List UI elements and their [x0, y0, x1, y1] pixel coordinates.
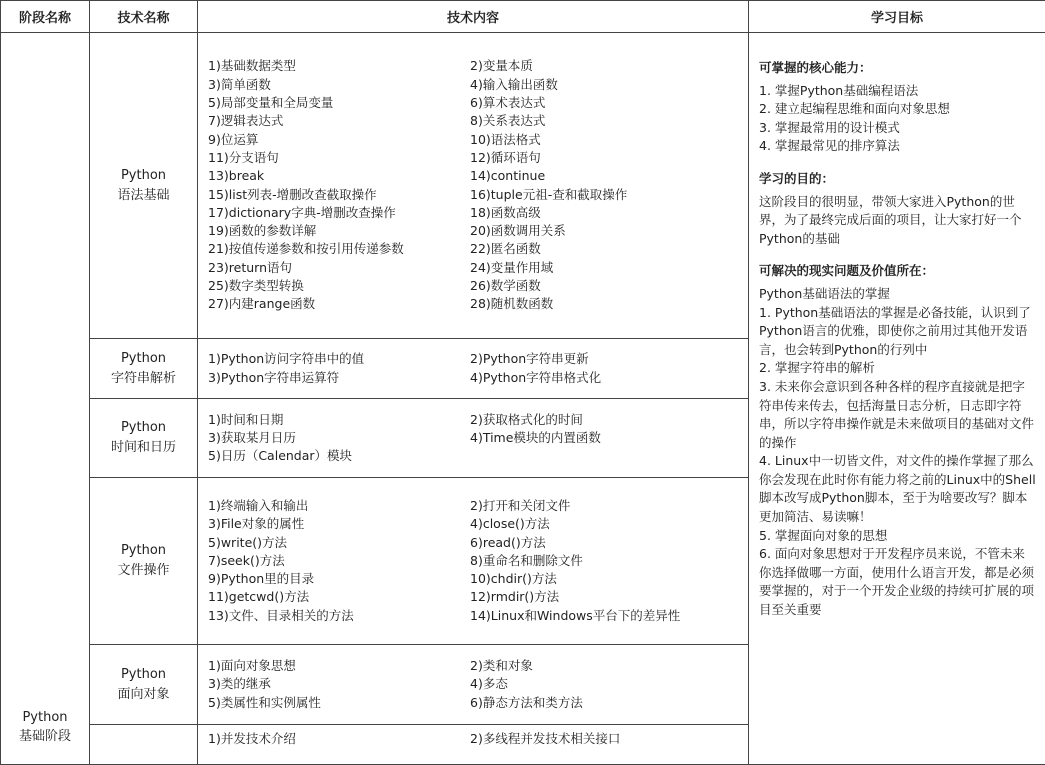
content-item: 1)终端输入和输出 [208, 497, 470, 515]
content-item: 4)多态 [470, 675, 742, 693]
content-item: 2)变量本质 [470, 57, 742, 75]
content-item: 2)类和对象 [470, 657, 742, 675]
content-item: 20)函数调用关系 [470, 222, 742, 240]
content-cell [198, 645, 749, 725]
content-item: 28)随机数函数 [470, 295, 742, 313]
content-item: 22)匿名函数 [470, 240, 742, 258]
content-item: 4)输入输出函数 [470, 76, 742, 94]
content-item: 1)面向对象思想 [208, 657, 470, 675]
stage-name-line2: 基础阶段 [1, 727, 89, 746]
ability-item: 4. 掌握最常见的排序算法 [759, 137, 1037, 156]
content-item: 17)dictionary字典-增删改查操作 [208, 204, 470, 222]
value-item: Python基础语法的掌握 [759, 285, 1037, 304]
content-item: 9)Python里的目录 [208, 570, 470, 588]
tech-name-line1: Python [90, 541, 197, 561]
tech-cell [90, 339, 198, 399]
goal-heading-purpose: 学习的目的： [759, 170, 1037, 189]
content-item: 6)read()方法 [470, 534, 742, 552]
content-item: 4)Python字符串格式化 [470, 369, 742, 387]
content-item: 12)循环语句 [470, 149, 742, 167]
content-item: 7)seek()方法 [208, 552, 470, 570]
content-items [208, 497, 742, 625]
content-item: 8)关系表达式 [470, 112, 742, 130]
tech-cell [90, 33, 198, 339]
content-item: 6)静态方法和类方法 [470, 694, 742, 712]
tech-cell [90, 645, 198, 725]
content-item: 23)return语句 [208, 259, 470, 277]
value-item: 2. 掌握字符串的解析 [759, 359, 1037, 378]
content-item: 2)获取格式化的时间 [470, 411, 742, 429]
content-item: 14)continue [470, 167, 742, 185]
tech-name-line1: Python [90, 665, 197, 685]
tech-name-line1: Python [90, 166, 197, 186]
content-item: 1)时间和日期 [208, 411, 470, 429]
goal-heading-value: 可解决的现实问题及价值所在： [759, 262, 1037, 281]
content-item: 27)内建range函数 [208, 295, 470, 313]
content-item: 9)位运算 [208, 131, 470, 149]
content-items [208, 57, 742, 313]
content-cell [198, 33, 749, 339]
tech-name-line1: Python [90, 349, 197, 369]
ability-item: 3. 掌握最常用的设计模式 [759, 119, 1037, 138]
content-cell [198, 339, 749, 399]
content-item: 10)chdir()方法 [470, 570, 742, 588]
content-item: 1)Python访问字符串中的值 [208, 350, 470, 368]
content-item: 3)Python字符串运算符 [208, 369, 470, 387]
content-item [470, 447, 742, 465]
content-item: 8)重命名和删除文件 [470, 552, 742, 570]
content-item: 5)日历（Calendar）模块 [208, 447, 470, 465]
ability-item: 1. 掌握Python基础编程语法 [759, 82, 1037, 101]
content-item: 4)close()方法 [470, 515, 742, 533]
content-cell [198, 725, 749, 765]
content-item: 19)函数的参数详解 [208, 222, 470, 240]
content-item: 11)getcwd()方法 [208, 588, 470, 606]
header-stage: 阶段名称 [1, 1, 90, 33]
content-item: 1)基础数据类型 [208, 57, 470, 75]
content-item: 13)文件、目录相关的方法 [208, 607, 470, 625]
tech-name-line2: 时间和日历 [90, 438, 197, 458]
content-item: 2)多线程并发技术相关接口 [470, 730, 742, 748]
content-item: 2)打开和关闭文件 [470, 497, 742, 515]
content-item: 6)算术表达式 [470, 94, 742, 112]
header-tech: 技术名称 [90, 1, 198, 33]
content-item: 3)File对象的属性 [208, 515, 470, 533]
content-item: 5)类属性和实例属性 [208, 694, 470, 712]
goal-cell [749, 33, 1045, 765]
content-items [208, 657, 742, 712]
value-item: 1. Python基础语法的掌握是必备技能，认识到了Python语言的优雅，即使你之前用过其他开发语言，也会转到Python的行列中 [759, 304, 1037, 360]
content-item: 16)tuple元祖-查和截取操作 [470, 186, 742, 204]
tech-cell [90, 399, 198, 478]
content-item: 10)语法格式 [470, 131, 742, 149]
tech-name-line2: 文件操作 [90, 561, 197, 581]
table-row [1, 33, 1045, 339]
tech-name-line1: Python [90, 418, 197, 438]
content-item: 5)局部变量和全局变量 [208, 94, 470, 112]
content-cell [198, 399, 749, 478]
stage-name-line1: Python [1, 708, 89, 727]
content-item: 21)按值传递参数和按引用传递参数 [208, 240, 470, 258]
content-items [208, 350, 742, 387]
content-item: 4)Time模块的内置函数 [470, 429, 742, 447]
tech-name-line2: 字符串解析 [90, 369, 197, 389]
header-goal: 学习目标 [749, 1, 1045, 33]
content-items [208, 411, 742, 466]
value-item: 5. 掌握面向对象的思想 [759, 527, 1037, 546]
tech-cell [90, 478, 198, 645]
value-list [759, 285, 1037, 620]
header-content: 技术内容 [198, 1, 749, 33]
content-item: 13)break [208, 167, 470, 185]
goal-heading-abilities: 可掌握的核心能力： [759, 59, 1037, 78]
content-item: 2)Python字符串更新 [470, 350, 742, 368]
content-item: 26)数学函数 [470, 277, 742, 295]
abilities-list [759, 82, 1037, 156]
content-item: 3)获取某月日历 [208, 429, 470, 447]
tech-name-line2: 面向对象 [90, 685, 197, 705]
tech-cell [90, 725, 198, 765]
content-item: 15)list列表-增删改查截取操作 [208, 186, 470, 204]
content-item: 7)逻辑表达式 [208, 112, 470, 130]
header-row [1, 1, 1045, 33]
ability-item: 2. 建立起编程思维和面向对象思想 [759, 100, 1037, 119]
value-item: 6. 面向对象思想对于开发程序员来说，不管未来你选择做哪一方面，使用什么语言开发，都是必须要掌握的，对于一个开发企业级的持续可扩展的项目至关重要 [759, 545, 1037, 619]
content-item: 3)类的继承 [208, 675, 470, 693]
content-item: 5)write()方法 [208, 534, 470, 552]
tech-name-line2: 语法基础 [90, 186, 197, 206]
content-item: 12)rmdir()方法 [470, 588, 742, 606]
content-item: 24)变量作用域 [470, 259, 742, 277]
content-item: 3)简单函数 [208, 76, 470, 94]
content-cell [198, 478, 749, 645]
value-item: 3. 未来你会意识到各种各样的程序直接就是把字符串传来传去，包括海量日志分析，日志即字符串，所以字符串操作就是未来做项目的基础对文件的操作 [759, 378, 1037, 452]
content-item: 1)并发技术介绍 [208, 730, 470, 748]
stage-cell [1, 33, 90, 765]
value-item: 4. Linux中一切皆文件，对文件的操作掌握了那么你会发现在此时你有能力将之前的Linux中的Shell脚本改写成Python脚本，至于为啥要改写？脚本更加简洁、易读嘛！ [759, 452, 1037, 526]
content-item: 25)数字类型转换 [208, 277, 470, 295]
purpose-text: 这阶段目的很明显，带领大家进入Python的世界，为了最终完成后面的项目，让大家打好一个Python的基础 [759, 193, 1037, 249]
content-items [208, 727, 742, 748]
content-item: 11)分支语句 [208, 149, 470, 167]
content-item: 18)函数高级 [470, 204, 742, 222]
content-item: 14)Linux和Windows平台下的差异性 [470, 607, 742, 625]
